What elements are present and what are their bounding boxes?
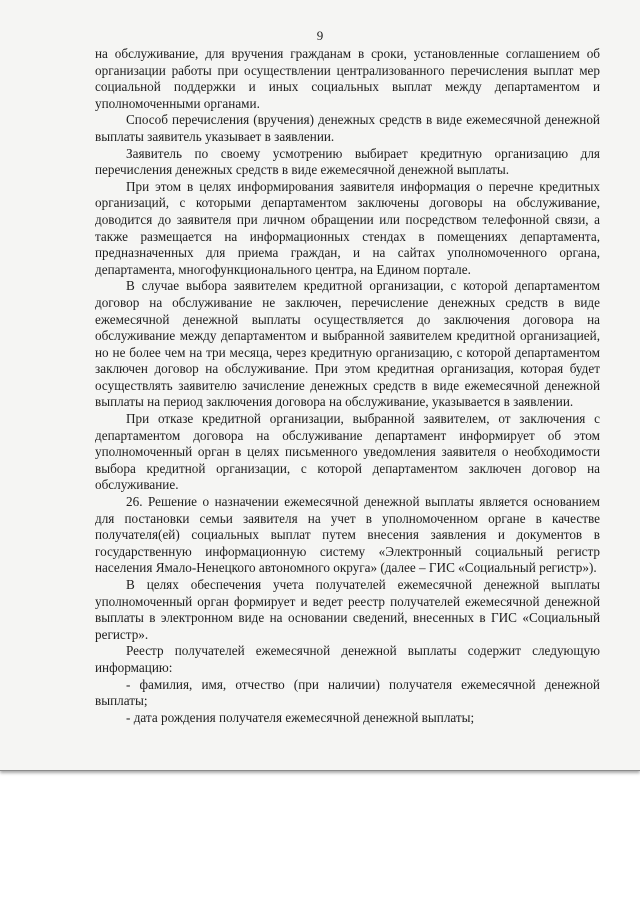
paragraph: В целях обеспечения учета получателей ежемесячной денежной выплаты уполномоченный орган формирует и ведет реестр получателей ежемесячной денежной выплаты в электронном виде на основании сведений, внесенных в ГИС «Социальный регистр». (95, 577, 600, 642)
paragraph: При отказе кредитной организации, выбранной заявителем, от заключения с департаментом договора на обслуживание департамент информирует об этом уполномоченный орган в целях письменного уведомления заявителя о необходимости выбора кредитной организации, с которой департаментом заключен договор на обслуживание. (95, 411, 600, 493)
page-number: 9 (316, 28, 324, 43)
paragraph: 26. Решение о назначении ежемесячной денежной выплаты является основанием для постановки семьи заявителя на учет в уполномоченном органе в качестве получателя(ей) социальных выплат путем внесения заявления и документов в государственную информационную систему «Электронный социальный регистр населения Ямало-Ненецкого автономного округа» (далее – ГИС «Социальный регистр»). (95, 494, 600, 576)
paragraph: на обслуживание, для вручения гражданам в сроки, установленные соглашением об организации работы при осуществлении централизованного перечисления выплат мер социальной поддержки и иных социальных выплат между департаментом и уполномоченными органами. (95, 46, 600, 111)
paragraph: Способ перечисления (вручения) денежных средств в виде ежемесячной денежной выплаты заявитель указывает в заявлении. (95, 112, 600, 144)
paragraph: В случае выбора заявителем кредитной организации, с которой департаментом договор на обслуживание не заключен, перечисление денежных средств в виде ежемесячной денежной выплаты осуществляется до заключения договора на обслуживание между департаментом и выбранной заявителем кредитной организацией, но не более чем на три месяца, через кредитную организацию, с которой департаментом заключен договор на обслуживание. При этом кредитная организация, которая будет осуществлять заявителю зачисление денежных средств в виде ежемесячной денежной выплаты на период заключения договора на обслуживание, указывается в заявлении. (95, 278, 600, 410)
paragraph: Реестр получателей ежемесячной денежной выплаты содержит следующую информацию: (95, 643, 600, 675)
list-item: - дата рождения получателя ежемесячной денежной выплаты; (126, 709, 475, 725)
body-text (95, 46, 600, 726)
paragraph: Заявитель по своему усмотрению выбирает кредитную организацию для перечисления денежных средств в виде ежемесячной денежной выплаты. (95, 145, 600, 178)
list-item: - фамилия, имя, отчество (при наличии) получателя ежемесячной денежной выплаты; (95, 676, 600, 709)
paragraph: При этом в целях информирования заявителя информация о перечне кредитных организаций, с которыми департаментом заключены договоры на обслуживание, доводится до заявителя при личном обращении или посредством телефонной связи, а также размещается на информационных стендах в помещениях департамента, предназначенных для приема граждан, и на сайтах уполномоченного органа, департамента, многофункционального центра, на Едином портале. (95, 178, 600, 277)
